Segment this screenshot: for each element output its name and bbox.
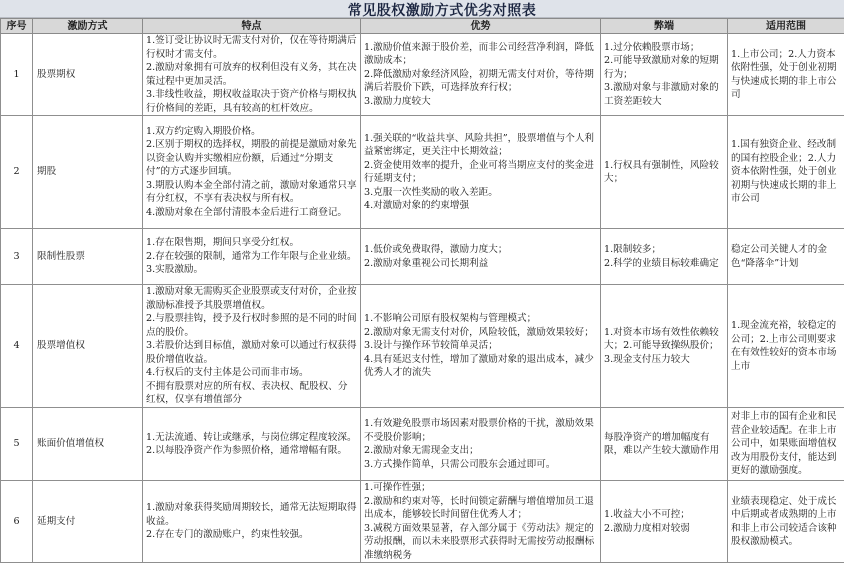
comparison-table: [0, 18, 844, 563]
row-index: 2: [13, 166, 19, 177]
title-row: [0, 0, 844, 18]
scope-line: 1.国有独资企业、经改制的国有控股企业；2.人力资本依附性强，处于创业初期与快速成长期的非上市公司: [731, 138, 841, 206]
features-line: 2.与股票挂钩，授予及行权时参照的是不同的时间点的股价。: [146, 312, 357, 339]
table-row: [1, 34, 844, 116]
features-line: 2.存在专门的激励账户，约束性较强。: [146, 528, 357, 542]
features-line: 1.无法流通、转让或继承，与岗位绑定程度较深。: [146, 431, 357, 445]
advantages-line: 3.克服一次性奖励的收入差距。: [364, 186, 597, 200]
table-row: [1, 229, 844, 285]
advantages-line: 1.可操作性强；: [364, 481, 597, 495]
disadvantages-line: 1.过分依赖股票市场；: [604, 41, 724, 55]
cell-features[interactable]: [143, 408, 361, 481]
table-row: [1, 116, 844, 229]
cell-disadvantages[interactable]: [601, 285, 728, 408]
advantages-line: 2.降低激励对象经济风险，初期无需支付对价，等待期满后若股价下跌，可选择放弃行权；: [364, 68, 597, 95]
header-method[interactable]: 激励方式: [33, 19, 143, 34]
cell-scope[interactable]: [728, 34, 844, 116]
features-line: 不拥有股票对应的所有权、表决权、配股权、分红权，仅享有增值部分: [146, 380, 357, 407]
features-line: 2.存在较强的限制，通常为工作年限与企业业绩。: [146, 250, 357, 264]
features-line: 1.存在限售期，期间只享受分红权。: [146, 236, 357, 250]
disadvantages-line: 2.科学的业绩目标较难确定: [604, 257, 724, 271]
advantages-line: 2.激励对象重视公司长期利益: [364, 257, 597, 271]
cell-method[interactable]: [33, 34, 143, 116]
cell-scope[interactable]: [728, 229, 844, 285]
cell-scope[interactable]: [728, 116, 844, 229]
features-line: 4.激励对象在全部付清股本金后进行工商登记。: [146, 206, 357, 220]
disadvantages-line: 1.限制较多；: [604, 243, 724, 257]
cell-index[interactable]: [1, 34, 33, 116]
disadvantages-line: 2.激励力度相对较弱: [604, 522, 724, 536]
cell-disadvantages[interactable]: [601, 229, 728, 285]
header-index[interactable]: 序号: [1, 19, 33, 34]
header-scope[interactable]: 适用范围: [728, 19, 844, 34]
features-line: 3.非线性收益，期权收益取决于资产价格与期权执行价格间的差距，具有较高的杠杆效应。: [146, 88, 357, 115]
scope-line: 业绩表现稳定、处于成长中后期或者成熟期的上市和非上市公司较适合该种股权激励模式。: [731, 495, 841, 549]
method-name: 期股: [37, 166, 56, 177]
cell-advantages[interactable]: [361, 229, 601, 285]
method-name: 股票增值权: [37, 340, 85, 351]
cell-method[interactable]: [33, 285, 143, 408]
cell-features[interactable]: [143, 116, 361, 229]
row-index: 5: [13, 438, 19, 449]
features-line: 1.双方约定购入期股价格。: [146, 125, 357, 139]
advantages-line: 3.激励力度较大: [364, 95, 597, 109]
cell-disadvantages[interactable]: [601, 481, 728, 563]
cell-advantages[interactable]: [361, 408, 601, 481]
features-line: 4.行权后的支付主体是公司而非市场。: [146, 366, 357, 380]
features-line: 1.激励对象获得奖励周期较长，通常无法短期取得收益。: [146, 501, 357, 528]
method-name: 限制性股票: [37, 251, 85, 262]
advantages-line: 1.有效避免股票市场因素对股票价格的干扰，激励效果不受股价影响；: [364, 417, 597, 444]
features-line: 3.实股激励。: [146, 263, 357, 277]
table-row: [1, 481, 844, 563]
cell-index[interactable]: [1, 229, 33, 285]
cell-index[interactable]: [1, 408, 33, 481]
advantages-line: 1.激励价值来源于股价差，而非公司经营净利润，降低激励成本；: [364, 41, 597, 68]
scope-line: 稳定公司关键人才的金色“降落伞”计划: [731, 243, 841, 270]
cell-features[interactable]: [143, 285, 361, 408]
advantages-line: 3.减税方面效果显著，存入部分属于《劳动法》规定的劳动报酬，而以未来股票形式获得时无需按劳动报酬标准缴纳税务: [364, 522, 597, 563]
disadvantages-line: 3.激励对象与非激励对象的工资差距较大: [604, 81, 724, 108]
method-name: 延期支付: [37, 516, 75, 527]
method-name: 股票期权: [37, 69, 75, 80]
cell-scope[interactable]: [728, 408, 844, 481]
cell-features[interactable]: [143, 34, 361, 116]
features-line: 1.签订受让协议时无需支付对价，仅在等待期满后行权时才需支付。: [146, 34, 357, 61]
advantages-line: 1.低价或免费取得，激励力度大；: [364, 243, 597, 257]
advantages-line: 1.强关联的“收益共享、风险共担”，股票增值与个人利益紧密绑定，更关注中长期效益；: [364, 132, 597, 159]
cell-disadvantages[interactable]: [601, 408, 728, 481]
cell-disadvantages[interactable]: [601, 116, 728, 229]
cell-advantages[interactable]: [361, 285, 601, 408]
table-row: [1, 285, 844, 408]
disadvantages-line: 1.行权具有强制性，风险较大；: [604, 159, 724, 186]
row-index: 6: [13, 516, 19, 527]
advantages-line: 2.激励对象无需现金支出；: [364, 444, 597, 458]
cell-index[interactable]: [1, 481, 33, 563]
advantages-line: 3.方式操作简单，只需公司股东会通过即可。: [364, 458, 597, 472]
header-row: [1, 19, 844, 34]
advantages-line: 2.资金使用效率的提升，企业可将当期应支付的奖金进行延期支付；: [364, 159, 597, 186]
cell-disadvantages[interactable]: [601, 34, 728, 116]
cell-advantages[interactable]: [361, 34, 601, 116]
cell-advantages[interactable]: [361, 116, 601, 229]
cell-features[interactable]: [143, 481, 361, 563]
cell-index[interactable]: [1, 285, 33, 408]
disadvantages-line: 3.现金支付压力较大: [604, 353, 724, 367]
method-name: 账面价值增值权: [37, 438, 104, 449]
header-advantages[interactable]: 优势: [361, 19, 601, 34]
advantages-line: 3.设计与操作环节较简单灵活；: [364, 339, 597, 353]
scope-line: 1.现金流充裕，较稳定的公司；2.上市公司则要求在有效性较好的资本市场上市: [731, 319, 841, 373]
features-line: 1.激励对象无需购买企业股票或支付对价，企业按激励标准授予其股票增值权。: [146, 285, 357, 312]
advantages-line: 4.具有延迟支付性，增加了激励对象的退出成本，减少优秀人才的流失: [364, 353, 597, 380]
row-index: 3: [13, 251, 19, 262]
cell-features[interactable]: [143, 229, 361, 285]
row-index: 1: [13, 69, 19, 80]
cell-method[interactable]: [33, 116, 143, 229]
table-row: [1, 408, 844, 481]
features-line: 3.若股价达到目标值，激励对象可以通过行权获得股价增值收益。: [146, 339, 357, 366]
features-line: 2.激励对象拥有可放弃的权利但没有义务，其在决策过程中更加灵活。: [146, 61, 357, 88]
features-line: 2.以每股净资产作为参照价格，通常增幅有限。: [146, 444, 357, 458]
advantages-line: 2.激励和约束对等，长时间锁定薪酬与增值增加员工退出成本，能够较长时间留住优秀人才；: [364, 495, 597, 522]
cell-advantages[interactable]: [361, 481, 601, 563]
disadvantages-line: 1.收益大小不可控；: [604, 508, 724, 522]
features-line: 2.区别于期权的选择权，期股的前提是激励对象先以资金认购并实缴相应份额，后通过“分期支付”的方式逐步回填。: [146, 138, 357, 179]
header-features[interactable]: 特点: [143, 19, 361, 34]
advantages-line: 1.不影响公司原有股权架构与管理模式；: [364, 312, 597, 326]
header-disadvantages[interactable]: 弊端: [601, 19, 728, 34]
table-title: 常见股权激励方式优劣对照表: [348, 3, 537, 19]
scope-line: 1.上市公司；2.人力资本依附性强，处于创业初期与快速成长期的非上市公司: [731, 48, 841, 102]
advantages-line: 2.激励对象无需支付对价，风险较低，激励效果较好；: [364, 326, 597, 340]
disadvantages-line: 1.对资本市场有效性依赖较大；2.可能导致操纵股价；: [604, 326, 724, 353]
features-line: 3.期股认购本金全部付清之前，激励对象通常只享有分红权，不享有表决权与所有权。: [146, 179, 357, 206]
cell-scope[interactable]: [728, 481, 844, 563]
cell-method[interactable]: [33, 408, 143, 481]
advantages-line: 4.对激励对象的约束增强: [364, 199, 597, 213]
disadvantages-line: 2.可能导致激励对象的短期行为；: [604, 54, 724, 81]
row-index: 4: [13, 340, 19, 351]
cell-method[interactable]: [33, 229, 143, 285]
disadvantages-line: 每股净资产的增加幅度有限，难以产生较大激励作用: [604, 431, 724, 458]
cell-scope[interactable]: [728, 285, 844, 408]
scope-line: 对非上市的国有企业和民营企业较适配。在非上市公司中，如果账面增值权改为用股份支付，能达到更好的激励强度。: [731, 410, 841, 478]
cell-index[interactable]: [1, 116, 33, 229]
cell-method[interactable]: [33, 481, 143, 563]
